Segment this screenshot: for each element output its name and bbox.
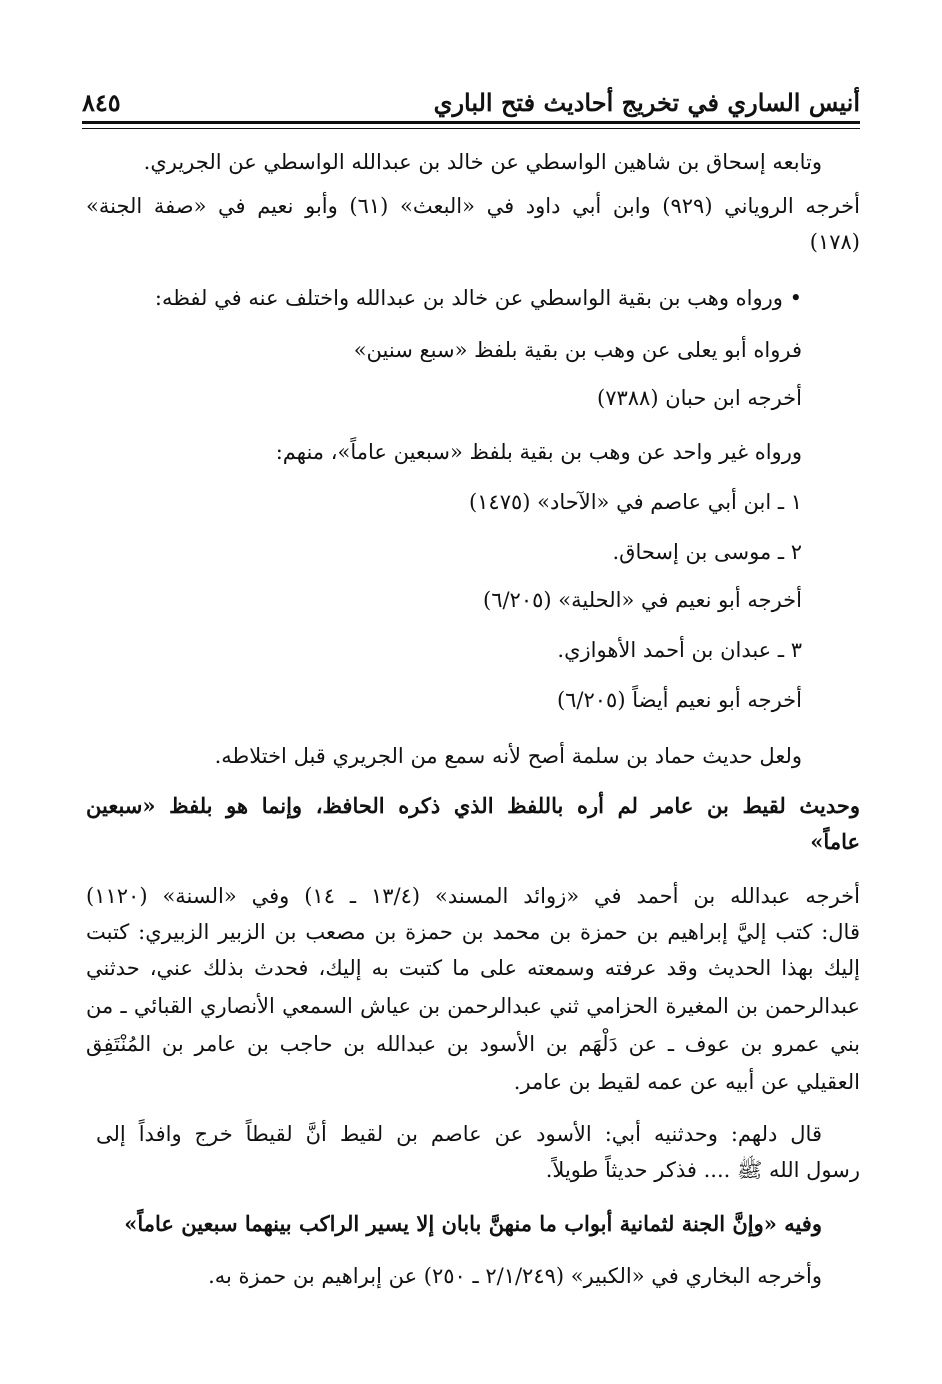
text-line: (١٧٨) [809, 230, 860, 254]
text-line: ولعل حديث حماد بن سلمة أصح لأنه سمع من الجريري قبل اختلاطه. [214, 744, 802, 768]
text-line: ورواه غير واحد عن وهب بن بقية بلفظ «سبعين عاماً»، منهم: [275, 440, 802, 464]
running-title: أنيس الساري في تخريج أحاديث فتح الباري [433, 88, 860, 117]
text-line: قال: كتب إليَّ إبراهيم بن حمزة بن محمد بن حمزة بن مصعب بن الزبير الزبيري: كتبت [86, 920, 860, 944]
text-line: ٢ ـ موسى بن إسحاق. [612, 540, 802, 564]
text-line: إليك بهذا الحديث وقد عرفته وسمعته على ما كتبت به إليك، فحدث بذلك عني، حدثني [86, 956, 860, 980]
text-line: أخرجه عبدالله بن أحمد في «زوائد المسند» (١٣/٤ ـ ١٤) وفي «السنة» (١١٢٠) [86, 884, 860, 908]
text-line: ١ ـ ابن أبي عاصم في «الآحاد» (١٤٧٥) [468, 490, 802, 514]
text-line: رسول الله ﷺ .... فذكر حديثاً طويلاً. [545, 1158, 860, 1182]
text-line: قال دلهم: وحدثنيه أبي: الأسود عن عاصم بن لقيط أنَّ لقيطاً خرج وافداً إلى [96, 1122, 822, 1146]
text-line: أخرجه الروياني (٩٢٩) وابن أبي داود في «البعث» (٦١) وأبو نعيم في «صفة الجنة» [86, 194, 860, 218]
text-line: أخرجه ابن حبان (٧٣٨٨) [597, 386, 802, 410]
page-header [82, 82, 860, 122]
text-line: وتابعه إسحاق بن شاهين الواسطي عن خالد بن عبدالله الواسطي عن الجريري. [143, 150, 822, 174]
text-line: • ورواه وهب بن بقية الواسطي عن خالد بن عبدالله واختلف عنه في لفظه: [154, 286, 802, 310]
text-line: بني عمرو بن عوف ـ عن دَلْهَم بن الأسود بن عبدالله بن حاجب بن عامر بن المُنْتَفِق [86, 1032, 860, 1056]
text-line: عبدالرحمن بن المغيرة الحزامي ثني عبدالرحمن بن عياش السمعي الأنصاري القبائي ـ من [86, 994, 860, 1018]
text-line: وفيه «وإنَّ الجنة لثمانية أبواب ما منهنَّ بابان إلا يسير الراكب بينهما سبعين عاماً» [124, 1211, 822, 1236]
header-rule-thin [82, 128, 860, 129]
text-line: عاماً» [810, 829, 860, 854]
text-line: ٣ ـ عبدان بن أحمد الأهوازي. [557, 638, 802, 662]
text-line: وحديث لقيط بن عامر لم أره باللفظ الذي ذكره الحافظ، وإنما هو بلفظ «سبعين [86, 793, 860, 818]
page-number: ٨٤٥ [82, 88, 121, 117]
text-line: أخرجه أبو نعيم أيضاً (٦/٢٠٥) [556, 688, 802, 712]
text-line: العقيلي عن أبيه عن عمه لقيط بن عامر. [513, 1070, 860, 1094]
text-line: وأخرجه البخاري في «الكبير» (٢/١/٢٤٩ ـ ٢٥٠) عن إبراهيم بن حمزة به. [208, 1264, 822, 1288]
text-line: فرواه أبو يعلى عن وهب بن بقية بلفظ «سبع سنين» [353, 338, 802, 362]
text-line: أخرجه أبو نعيم في «الحلية» (٦/٢٠٥) [482, 588, 802, 612]
header-rule-thick [82, 121, 860, 124]
